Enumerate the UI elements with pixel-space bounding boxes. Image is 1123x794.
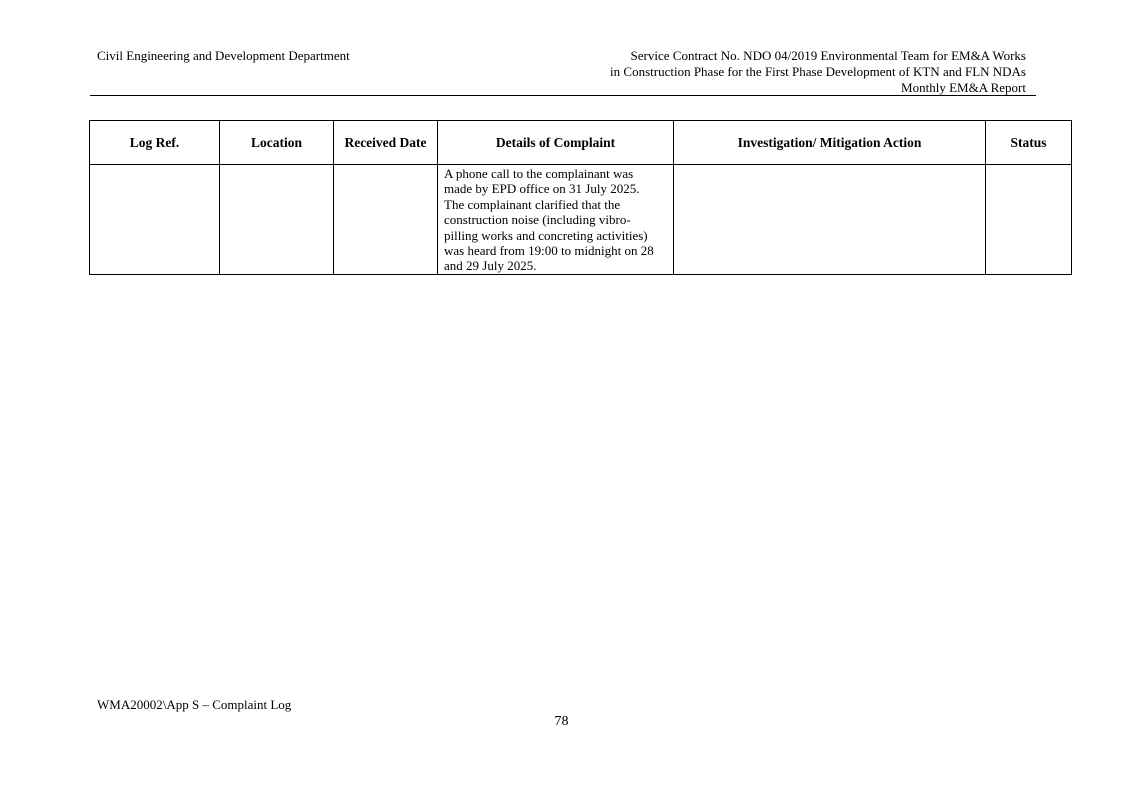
complaint-log-table: [89, 120, 1072, 275]
details-text-line: pilling works and concreting activities): [444, 227, 648, 243]
column-header-status: Status: [986, 121, 1072, 165]
details-text-line: was heard from 19:00 to midnight on 28: [444, 243, 654, 259]
column-header-log-ref: Log Ref.: [90, 121, 220, 165]
column-header-location: Location: [220, 121, 334, 165]
column-header-details: Details of Complaint: [438, 121, 674, 165]
header-contract-info: [610, 48, 1026, 96]
details-text-line: and 29 July 2025.: [444, 258, 537, 274]
column-header-investigation: Investigation/ Mitigation Action: [674, 121, 986, 165]
footer-document-ref: WMA20002\App S – Complaint Log: [97, 697, 292, 712]
cell-details-of-complaint: [438, 165, 674, 275]
cell-location: [220, 165, 334, 275]
table-header-row: [90, 121, 1072, 165]
details-text-line: A phone call to the complainant was: [444, 166, 634, 181]
cell-investigation-action: [674, 165, 986, 275]
header-divider: [90, 95, 1036, 96]
details-text-line: made by EPD office on 31 July 2025.: [444, 181, 640, 197]
header-department: Civil Engineering and Development Department: [97, 48, 350, 63]
details-text-line: The complainant clarified that the: [444, 196, 621, 212]
header-contract-line: Service Contract No. NDO 04/2019 Environmental Team for EM&A Works: [630, 48, 1026, 63]
header-report-title: Monthly EM&A Report: [901, 80, 1026, 95]
header-contract-line: in Construction Phase for the First Phase Development of KTN and FLN NDAs: [610, 64, 1026, 79]
cell-status: [986, 165, 1072, 275]
table-row: [90, 165, 1072, 275]
cell-log-ref: [90, 165, 220, 275]
column-header-received-date: Received Date: [334, 121, 438, 165]
cell-received-date: [334, 165, 438, 275]
page-number: 78: [554, 714, 569, 729]
details-text-line: construction noise (including vibro-: [444, 212, 631, 228]
